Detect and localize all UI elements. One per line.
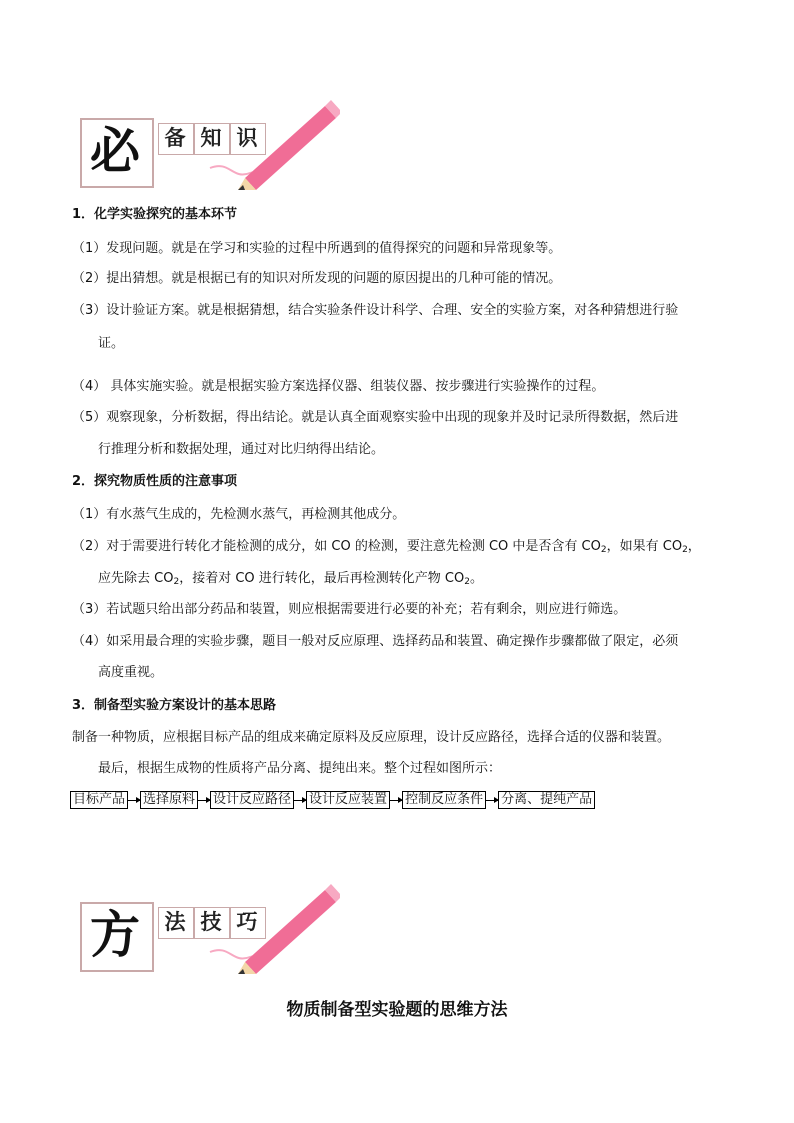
page-title: 物质制备型实验题的思维方法 — [286, 1000, 508, 1020]
paragraph: （1）发现问题。就是在学习和实验的过程中所遇到的值得探究的问题和异常现象等。 — [72, 241, 562, 256]
arrow-icon — [294, 800, 306, 801]
arrow-icon — [128, 800, 140, 801]
paragraph: （3）若试题只给出部分药品和装置，则应根据需要进行必要的补充；若有剩余，则应进行筛选。 — [72, 602, 627, 617]
paragraph: （4） 具体实施实验。就是根据实验方案选择仪器、组装仪器、按步骤进行实验操作的过程。 — [72, 379, 605, 394]
flow-step: 选择原料 — [140, 791, 198, 809]
paragraph: 应先除去 $CO_2$，接着对 CO 进行转化，最后再检测转化产物 $CO_2$。 — [98, 571, 483, 587]
arrow-icon — [486, 800, 498, 801]
flow-step: 设计反应装置 — [306, 791, 390, 809]
banner-fangfa-jiqiao — [80, 882, 340, 972]
paragraph: （2）对于需要进行转化才能检测的成分，如 CO 的检测，要注意先检测 CO 中是否含有 $CO_2$，如果有 $CO_2$， — [72, 539, 701, 555]
paragraph: 证。 — [98, 336, 125, 351]
banner-char: 巧 — [236, 909, 258, 934]
paragraph: （3）设计验证方案。就是根据猜想，结合实验条件设计科学、合理、安全的实验方案，对各种猜想进行验 — [72, 303, 679, 318]
flow-step: 目标产品 — [70, 791, 128, 809]
paragraph: 最后，根据生成物的性质将产品分离、提纯出来。整个过程如图所示： — [98, 761, 502, 776]
paragraph: 高度重视。 — [98, 665, 164, 680]
flow-step: 设计反应路径 — [210, 791, 294, 809]
banner-char: 识 — [236, 125, 258, 150]
paragraph: （1）有水蒸气生成的，先检测水蒸气，再检测其他成分。 — [72, 507, 406, 522]
paragraph: （2）提出猜想。就是根据已有的知识对所发现的问题的原因提出的几种可能的情况。 — [72, 271, 562, 286]
banner-bibei-zhishi — [80, 98, 340, 188]
arrow-icon — [390, 800, 402, 801]
paragraph: （4）如采用最合理的实验步骤，题目一般对反应原理、选择药品和装置、确定操作步骤都做了限定，必须 — [72, 634, 679, 649]
paragraph: 制备一种物质，应根据目标产品的组成来确定原料及反应原理，设计反应路径，选择合适的仪器和装置。 — [72, 730, 671, 745]
paragraph: 行推理分析和数据处理，通过对比归纳得出结论。 — [98, 442, 385, 457]
banner-char: 技 — [200, 909, 222, 934]
section-heading: 3．制备型实验方案设计的基本思路 — [72, 698, 277, 713]
process-flow — [70, 790, 595, 810]
section-heading: 1．化学实验探究的基本环节 — [72, 207, 238, 222]
banner-char: 法 — [164, 909, 186, 934]
paragraph: （5）观察现象，分析数据，得出结论。就是认真全面观察实验中出现的现象并及时记录所得数据，然后进 — [72, 410, 679, 425]
flow-step: 控制反应条件 — [402, 791, 486, 809]
big-char: 方 — [90, 905, 140, 964]
banner-char: 知 — [200, 125, 222, 150]
arrow-icon — [198, 800, 210, 801]
section-heading: 2．探究物质性质的注意事项 — [72, 474, 238, 489]
flow-step: 分离、提纯产品 — [498, 791, 595, 809]
big-char: 必 — [90, 121, 140, 180]
banner-char: 备 — [164, 125, 186, 150]
